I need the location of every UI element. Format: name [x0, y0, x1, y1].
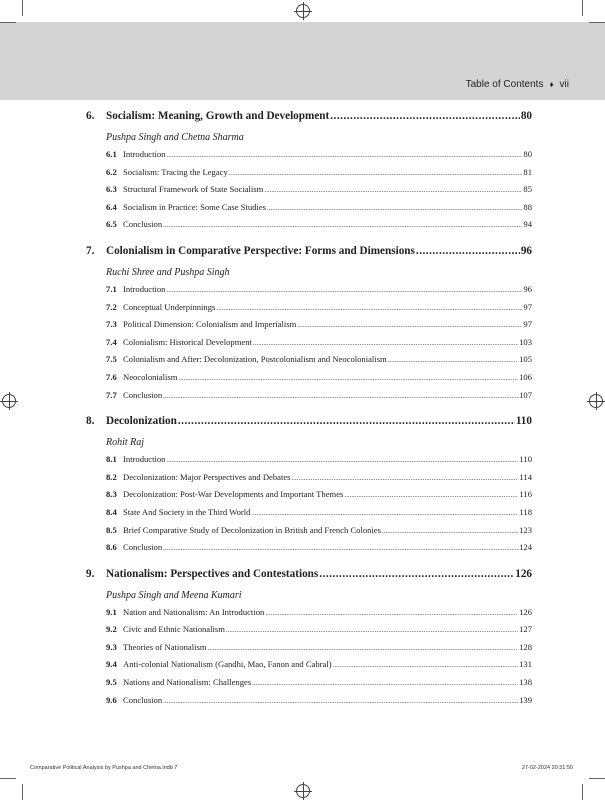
section-title: State And Society in the Third World: [123, 506, 251, 517]
dot-leader: [292, 474, 519, 482]
crop-mark: [582, 0, 583, 16]
section-title: Colonialism: Historical Development: [123, 336, 252, 347]
section-number: 9.4: [106, 659, 117, 670]
section-title: Brief Comparative Study of Decolonization in British and French Colonies: [123, 524, 382, 535]
chapter-authors: Pushpa Singh and Meena Kumari: [106, 589, 242, 601]
running-head-title: Table of Contents: [465, 79, 544, 90]
toc-section-entry[interactable]: [106, 525, 532, 543]
toc-section-entry[interactable]: [106, 642, 532, 660]
section-number: 6.2: [106, 166, 117, 177]
toc-chapter: [86, 245, 532, 407]
section-page: 105: [519, 354, 532, 365]
section-title: Neocolonialism: [123, 371, 178, 382]
dot-leader: [264, 186, 522, 194]
toc-section-entry[interactable]: [106, 507, 532, 525]
section-number: 8.6: [106, 542, 117, 553]
crop-mark: [0, 22, 16, 23]
chapter-page: 96: [520, 244, 532, 257]
chapter-number: 9.: [86, 567, 95, 580]
dot-leader: [265, 609, 518, 617]
section-page: 118: [519, 506, 532, 517]
chapter-heading[interactable]: [86, 245, 532, 265]
section-number: 7.1: [106, 283, 117, 294]
section-title: Civic and Ethnic Nationalism: [123, 624, 225, 635]
page-number: vii: [559, 79, 569, 90]
section-number: 7.7: [106, 389, 117, 400]
section-number: 7.5: [106, 354, 117, 365]
chapter-page: 80: [520, 110, 532, 122]
crop-mark: [0, 778, 16, 779]
dot-leader: [382, 527, 518, 535]
section-page: 103: [519, 336, 532, 347]
chapter-page: 126: [515, 567, 532, 580]
section-page: 139: [519, 694, 532, 705]
section-page: 88: [523, 201, 532, 212]
dot-leader: [319, 568, 514, 580]
section-title: Introduction: [123, 454, 166, 465]
toc-chapter: [86, 568, 532, 713]
section-title: Conclusion: [123, 219, 163, 230]
section-title: Conceptual Underpinnings: [123, 301, 216, 312]
section-page: 97: [523, 301, 532, 312]
registration-mark-icon: [296, 4, 310, 18]
chapter-authors: Pushpa Singh and Chetna Sharma: [106, 132, 244, 143]
crop-mark: [22, 0, 23, 16]
dot-leader: [178, 374, 518, 382]
section-title: Nations and Nationalism: Challenges: [123, 677, 252, 688]
chapter-title: Socialism: Meaning, Growth and Development: [106, 110, 330, 122]
section-number: 8.2: [106, 471, 117, 482]
section-title: Theories of Nationalism: [123, 641, 207, 652]
footer-file: Comparative Political Analysis by Pushpa and Chetna.indb 7: [30, 765, 178, 771]
section-number: 6.1: [106, 149, 117, 159]
section-number: 7.3: [106, 319, 117, 330]
section-page: 127: [519, 624, 532, 635]
section-page: 85: [523, 184, 532, 195]
section-number: 7.4: [106, 336, 117, 347]
dot-leader: [253, 339, 518, 347]
toc-section-entry[interactable]: [106, 354, 532, 372]
chapter-heading[interactable]: [86, 110, 532, 130]
section-number: 8.3: [106, 489, 117, 500]
dot-leader: [178, 415, 515, 427]
toc-chapter: [86, 110, 532, 237]
dot-leader: [163, 221, 522, 229]
dot-leader: [333, 661, 519, 669]
chapter-authors: Ruchi Shree and Pushpa Singh: [106, 266, 230, 278]
dot-leader: [163, 392, 518, 400]
section-title: Political Dimension: Colonialism and Imperialism: [123, 319, 297, 330]
section-page: 114: [519, 471, 532, 482]
chapter-heading[interactable]: [86, 415, 532, 435]
toc-section-entry[interactable]: [106, 219, 532, 237]
toc-chapter: [86, 415, 532, 560]
toc-section-entry[interactable]: [106, 319, 532, 337]
section-page: 126: [519, 606, 532, 617]
section-page: 123: [519, 524, 532, 535]
dot-leader: [166, 456, 518, 464]
toc-section-entry[interactable]: [106, 607, 532, 625]
running-head: [466, 79, 569, 90]
dot-leader: [226, 626, 518, 634]
chapter-title: Nationalism: Perspectives and Contestations: [106, 567, 319, 580]
dot-leader: [267, 204, 522, 212]
section-page: 97: [523, 319, 532, 330]
crop-mark: [22, 784, 23, 800]
section-title: Introduction: [123, 283, 166, 294]
dot-leader: [216, 304, 522, 312]
dot-leader: [166, 286, 522, 294]
crop-mark: [589, 778, 605, 779]
section-title: Conclusion: [123, 389, 163, 400]
section-number: 6.3: [106, 184, 117, 195]
dot-leader: [163, 544, 518, 552]
section-title: Anti-colonial Nationalism (Gandhi, Mao, Fanon and Cabral): [123, 659, 332, 670]
section-number: 7.6: [106, 371, 117, 382]
section-number: 9.5: [106, 677, 117, 688]
toc-section-entry[interactable]: [106, 372, 532, 390]
toc-section-entry[interactable]: [106, 202, 532, 220]
crop-mark: [582, 784, 583, 800]
toc-section-entry[interactable]: [106, 659, 532, 677]
toc-section-entry[interactable]: [106, 184, 532, 202]
section-number: 9.6: [106, 694, 117, 705]
toc-section-entry[interactable]: [106, 472, 532, 490]
registration-mark-icon: [589, 394, 603, 408]
chapter-authors: Rohit Raj: [106, 437, 145, 449]
toc-section-entry[interactable]: [106, 677, 532, 695]
dot-leader: [166, 151, 522, 159]
toc-section-entry[interactable]: [106, 624, 532, 642]
section-number: 9.3: [106, 641, 117, 652]
chapter-title: Colonialism in Comparative Perspective: Forms and Dimensions: [106, 244, 415, 257]
dot-leader: [208, 644, 519, 652]
section-page: 81: [523, 166, 532, 177]
chapter-number: 7.: [86, 244, 95, 257]
section-title: Decolonization: Major Perspectives and Debates: [123, 471, 291, 482]
section-page: 131: [519, 659, 532, 670]
section-page: 106: [519, 371, 532, 382]
section-number: 7.2: [106, 301, 117, 312]
section-title: Introduction: [123, 149, 166, 159]
section-title: Decolonization: Post-War Developments and Important Themes: [123, 489, 344, 500]
footer-timestamp: 27-02-2024 20:31:50: [521, 765, 573, 771]
registration-mark-icon: [296, 784, 310, 798]
section-title: Colonialism and After: Decolonization, Postcolonialism and Neocolonialism: [123, 354, 387, 365]
section-title: Socialism in Practice: Some Case Studies: [123, 201, 266, 212]
dot-leader: [388, 356, 518, 364]
section-number: 8.1: [106, 454, 117, 465]
chapter-number: 6.: [86, 110, 95, 122]
section-title: Structural Framework of State Socialism: [123, 184, 264, 195]
diamond-icon: ♦: [549, 80, 554, 89]
toc-section-entry[interactable]: [106, 390, 532, 408]
section-number: 6.4: [106, 201, 117, 212]
toc-section-entry[interactable]: [106, 167, 532, 185]
section-page: 124: [519, 542, 532, 553]
dot-leader: [297, 321, 522, 329]
section-number: 8.5: [106, 524, 117, 535]
dot-leader: [252, 679, 518, 687]
section-page: 110: [519, 454, 532, 465]
table-of-contents: [86, 110, 532, 720]
section-number: 9.1: [106, 606, 117, 617]
section-page: 128: [519, 641, 532, 652]
section-page: 80: [523, 149, 532, 159]
section-title: Conclusion: [123, 542, 163, 553]
dot-leader: [163, 697, 518, 705]
toc-section-entry[interactable]: [106, 454, 532, 472]
chapter-title: Decolonization: [106, 415, 177, 428]
section-title: Conclusion: [123, 694, 163, 705]
toc-section-entry[interactable]: [106, 284, 532, 302]
section-page: 138: [519, 677, 532, 688]
crop-mark: [589, 22, 605, 23]
chapter-heading[interactable]: [86, 568, 532, 588]
dot-leader: [251, 509, 518, 517]
toc-section-entry[interactable]: [106, 337, 532, 355]
section-page: 107: [519, 389, 532, 400]
registration-mark-icon: [2, 394, 16, 408]
dot-leader: [416, 245, 520, 257]
section-number: 9.2: [106, 624, 117, 635]
section-number: 6.5: [106, 219, 117, 230]
dot-leader: [330, 110, 520, 122]
toc-section-entry[interactable]: [106, 149, 532, 167]
toc-section-entry[interactable]: [106, 695, 532, 713]
section-page: 116: [519, 489, 532, 500]
dot-leader: [229, 169, 523, 177]
dot-leader: [344, 491, 518, 499]
toc-section-entry[interactable]: [106, 542, 532, 560]
toc-section-entry[interactable]: [106, 489, 532, 507]
section-page: 96: [523, 283, 532, 294]
toc-section-entry[interactable]: [106, 302, 532, 320]
chapter-page: 110: [515, 415, 532, 428]
chapter-number: 8.: [86, 415, 95, 428]
section-title: Socialism: Tracing the Legacy: [123, 166, 228, 177]
section-title: Nation and Nationalism: An Introduction: [123, 606, 265, 617]
section-number: 8.4: [106, 506, 117, 517]
section-page: 94: [523, 219, 532, 230]
